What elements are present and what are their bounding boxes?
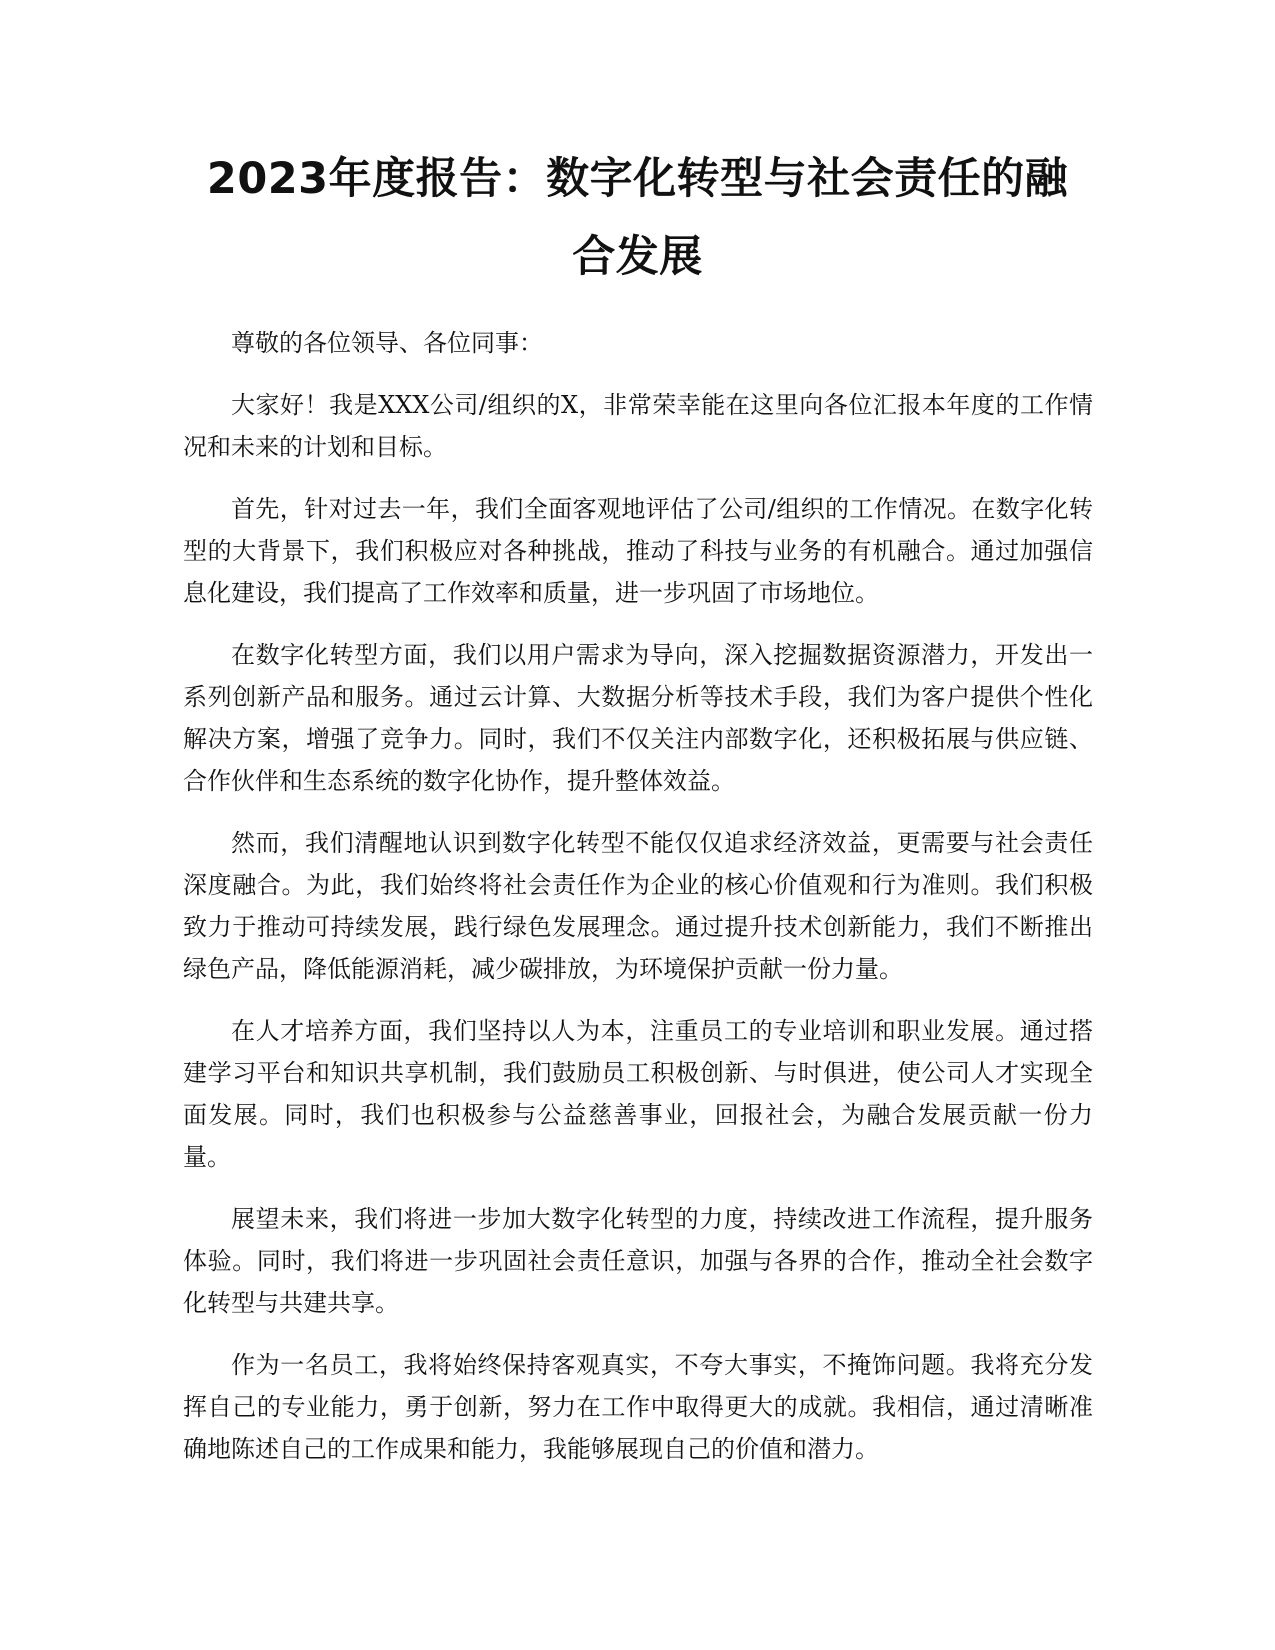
digital-transformation-paragraph: 在数字化转型方面，我们以用户需求为导向，深入挖掘数据资源潜力，开发出一系列创新产品和服务。通过云计算、大数据分析等技术手段，我们为客户提供个性化解决方案，增强了竞争力。同时，我们不仅关注内部数字化，还积极拓展与供应链、合作伙伴和生态系统的数字化协作，提升整体效益。 xyxy=(183,641,1093,795)
document-body xyxy=(183,322,1093,1490)
outlook-paragraph: 展望未来，我们将进一步加大数字化转型的力度，持续改进工作流程，提升服务体验。同时，我们将进一步巩固社会责任意识，加强与各界的合作，推动全社会数字化转型与共建共享。 xyxy=(183,1205,1093,1317)
title-line-1: 2023年度报告：数字化转型与社会责任的融 xyxy=(206,154,1069,204)
greeting-paragraph: 大家好！我是XXX公司/组织的X，非常荣幸能在这里向各位汇报本年度的工作情况和未来的计划和目标。 xyxy=(183,391,1093,461)
social-responsibility-paragraph: 然而，我们清醒地认识到数字化转型不能仅仅追求经济效益，更需要与社会责任深度融合。为此，我们始终将社会责任作为企业的核心价值观和行为准则。我们积极致力于推动可持续发展，践行绿色发展理念。通过提升技术创新能力，我们不断推出绿色产品，降低能源消耗，减少碳排放，为环境保护贡献一份力量。 xyxy=(183,829,1093,983)
salutation-paragraph: 尊敬的各位领导、各位同事： xyxy=(231,329,543,357)
page-title xyxy=(160,140,1115,296)
personal-commitment-paragraph: 作为一名员工，我将始终保持客观真实，不夸大事实，不掩饰问题。我将充分发挥自己的专业能力，勇于创新，努力在工作中取得更大的成就。我相信，通过清晰准确地陈述自己的工作成果和能力，我能够展现自己的价值和潜力。 xyxy=(183,1351,1093,1463)
talent-development-paragraph: 在人才培养方面，我们坚持以人为本，注重员工的专业培训和职业发展。通过搭建学习平台和知识共享机制，我们鼓励员工积极创新、与时俱进，使公司人才实现全面发展。同时，我们也积极参与公益慈善事业，回报社会，为融合发展贡献一份力量。 xyxy=(183,1017,1093,1171)
title-line-2: 合发展 xyxy=(572,232,703,282)
review-paragraph: 首先，针对过去一年，我们全面客观地评估了公司/组织的工作情况。在数字化转型的大背景下，我们积极应对各种挑战，推动了科技与业务的有机融合。通过加强信息化建设，我们提高了工作效率和质量，进一步巩固了市场地位。 xyxy=(183,495,1093,607)
